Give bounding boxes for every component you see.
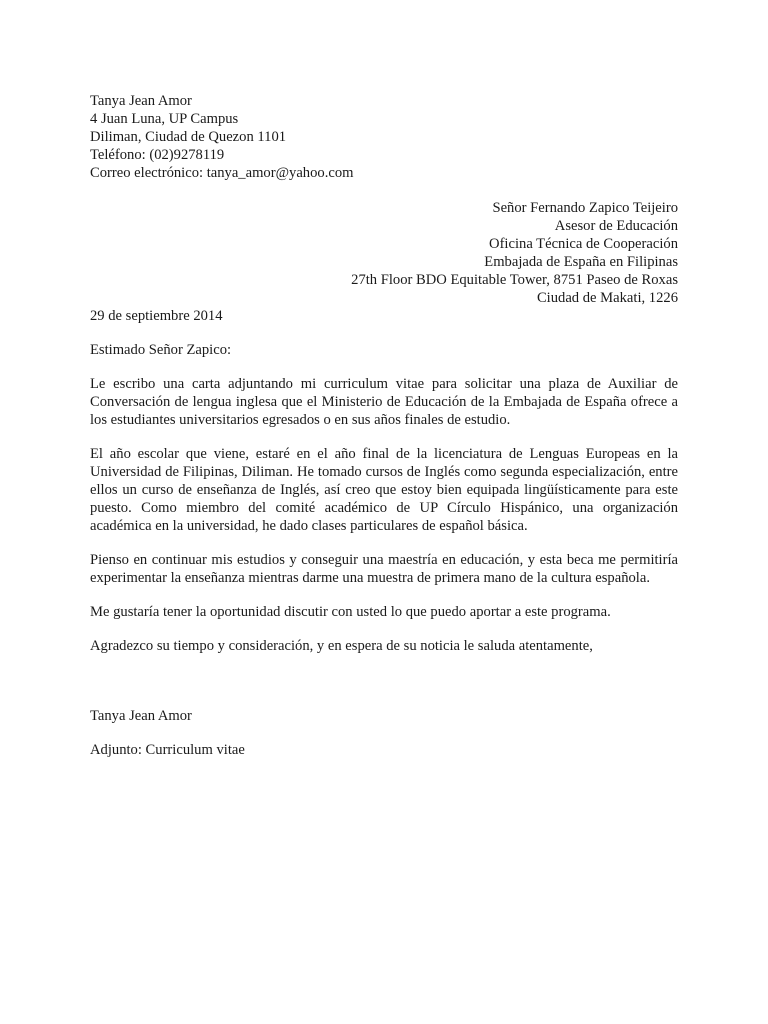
paragraph-5: Agradezco su tiempo y consideración, y en espera de su noticia le saluda atentamente, <box>90 638 593 654</box>
sender-phone: Teléfono: (02)9278119 <box>90 147 225 163</box>
paragraph-1: Le escribo una carta adjuntando mi curriculum vitae para solicitar una plaza de Auxiliar de Conversación de lengua inglesa que el Ministerio de Educación de la Embajada de España ofrece a los estudiantes universitarios egresados o en sus años finales de estudio. <box>90 376 678 428</box>
letter-page <box>90 92 678 759</box>
recipient-embassy: Embajada de España en Filipinas <box>484 254 678 270</box>
recipient-block <box>90 199 678 307</box>
paragraph-2: El año escolar que viene, estaré en el año final de la licenciatura de Lenguas Europeas en la Universidad de Filipinas, Diliman. He tomado cursos de Inglés como segunda especialización, entre ellos un curso de enseñanza de Inglés, así creo que estoy bien equipada lingüísticamente para este puesto. Como miembro del comité académico de UP Círculo Hispánico, una organización académica en la universidad, he dado clases particulares de español básica. <box>90 446 678 534</box>
recipient-office: Oficina Técnica de Cooperación <box>489 236 678 252</box>
letter-date: 29 de septiembre 2014 <box>90 308 223 324</box>
attachment-note: Adjunto: Curriculum vitae <box>90 742 245 758</box>
paragraph-3: Pienso en continuar mis estudios y conseguir una maestría en educación, y esta beca me permitiría experimentar la enseñanza mientras darme una muestra de primera mano de la cultura española. <box>90 552 678 586</box>
sender-address-line1: 4 Juan Luna, UP Campus <box>90 111 239 127</box>
signature-name: Tanya Jean Amor <box>90 708 192 724</box>
paragraph-4: Me gustaría tener la oportunidad discutir con usted lo que puedo aportar a este programa. <box>90 604 611 620</box>
recipient-address: 27th Floor BDO Equitable Tower, 8751 Paseo de Roxas <box>351 272 678 288</box>
salutation: Estimado Señor Zapico: <box>90 342 232 358</box>
sender-block <box>90 92 678 182</box>
recipient-title: Asesor de Educación <box>554 218 678 234</box>
sender-address-line2: Diliman, Ciudad de Quezon 1101 <box>90 129 287 145</box>
recipient-city: Ciudad de Makati, 1226 <box>536 290 678 306</box>
recipient-name: Señor Fernando Zapico Teijeiro <box>492 200 678 216</box>
sender-name: Tanya Jean Amor <box>90 93 192 109</box>
sender-email: Correo electrónico: tanya_amor@yahoo.com <box>90 165 354 181</box>
